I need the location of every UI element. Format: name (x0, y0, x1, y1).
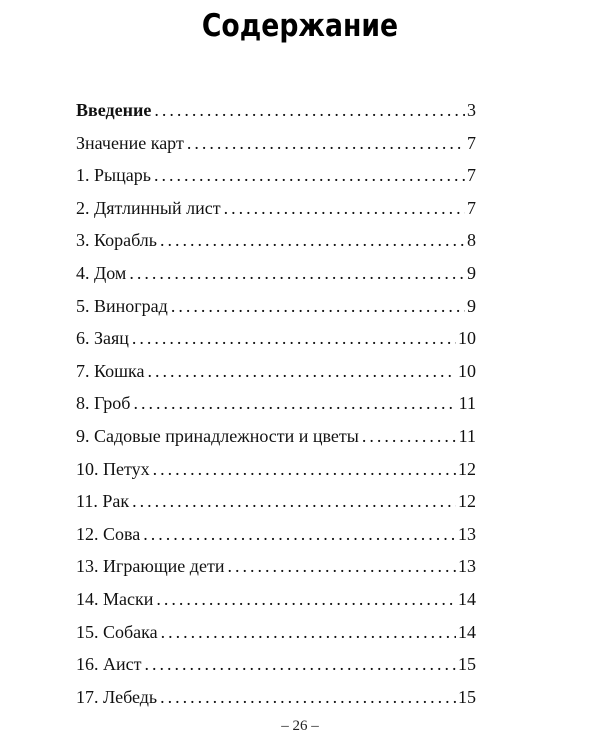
toc-entry-page: 7 (467, 165, 476, 186)
toc-leader-dots (154, 94, 465, 127)
toc-entry[interactable] (76, 648, 476, 681)
toc-entry[interactable] (76, 485, 476, 518)
toc-leader-dots (160, 681, 456, 714)
toc-entry-label: Значение карт (76, 132, 184, 153)
toc-leader-dots (129, 257, 465, 290)
toc-entry-page: 13 (458, 556, 476, 577)
toc-entry[interactable] (76, 224, 476, 257)
toc-entry-label: 1. Рыцарь (76, 165, 151, 186)
toc-entry[interactable] (76, 355, 476, 388)
toc-entry[interactable] (76, 192, 476, 225)
toc-leader-dots (153, 453, 456, 486)
toc-leader-dots (187, 127, 465, 160)
toc-entry-page: 12 (458, 491, 476, 512)
toc-entry[interactable] (76, 322, 476, 355)
toc-leader-dots (161, 616, 456, 649)
toc-entry-page: 3 (467, 100, 476, 120)
toc-entry-introduction[interactable] (76, 94, 476, 127)
toc-entry[interactable] (76, 387, 476, 420)
toc-entry-page: 15 (458, 654, 476, 675)
toc-entry-page: 9 (467, 295, 476, 316)
toc-entry-label: 9. Садовые принадлежности и цветы (76, 425, 359, 446)
toc-entry-label: 3. Корабль (76, 230, 157, 251)
toc-entry[interactable] (76, 681, 476, 714)
toc-leader-dots (154, 159, 465, 192)
toc-entry[interactable] (76, 127, 476, 160)
toc-entry[interactable] (76, 518, 476, 551)
toc-entry-label: 16. Аист (76, 654, 142, 675)
toc-leader-dots (160, 224, 465, 257)
toc-leader-dots (156, 583, 456, 616)
toc-leader-dots (132, 322, 456, 355)
toc-entry-label: 4. Дом (76, 262, 127, 283)
page-number: – 26 – (281, 718, 319, 734)
toc-leader-dots (224, 192, 465, 225)
toc-entry[interactable] (76, 550, 476, 583)
toc-entry-page: 8 (467, 230, 476, 251)
toc-entry[interactable] (76, 453, 476, 486)
toc-entry-page: 14 (458, 621, 476, 642)
toc-entry-label: 7. Кошка (76, 360, 145, 381)
toc-entry-page: 9 (467, 262, 476, 283)
toc-entry-label: 11. Рак (76, 491, 130, 512)
toc-leader-dots (227, 550, 456, 583)
toc-entry-page: 10 (458, 360, 476, 381)
toc-entry-page: 7 (467, 132, 476, 153)
toc-entry[interactable] (76, 616, 476, 649)
toc-entry-label: 13. Играющие дети (76, 556, 225, 577)
toc-entry-page: 13 (458, 523, 476, 544)
toc-entry-label: 5. Виноград (76, 295, 168, 316)
toc-leader-dots (145, 648, 457, 681)
toc-entry[interactable] (76, 583, 476, 616)
toc-entry-page: 12 (458, 458, 476, 479)
page-title: Содержание (201, 8, 399, 44)
toc-entry-page: 10 (458, 328, 476, 349)
toc-entry-page: 14 (458, 588, 476, 609)
toc-leader-dots (147, 355, 456, 388)
toc-leader-dots (143, 518, 456, 551)
toc-entry-label: 8. Гроб (76, 393, 131, 414)
toc-entry-label: 17. Лебедь (76, 686, 158, 707)
toc-entry-label: 6. Заяц (76, 328, 129, 349)
toc-entry-label: 14. Маски (76, 588, 154, 609)
toc-entry-page: 15 (458, 686, 476, 707)
toc-entry-label: Введение (76, 100, 152, 120)
toc-entry-label: 12. Сова (76, 523, 141, 544)
toc-entry-page: 11 (458, 393, 476, 414)
toc-leader-dots (171, 290, 465, 323)
toc-entry-label: 2. Дятлинный лист (76, 197, 221, 218)
toc-leader-dots (132, 485, 456, 518)
toc-entry-page: 7 (467, 197, 476, 218)
toc-entry[interactable] (76, 420, 476, 453)
toc-entry[interactable] (76, 159, 476, 192)
toc-entry[interactable] (76, 290, 476, 323)
toc-leader-dots (362, 420, 457, 453)
toc-entry-label: 15. Собака (76, 621, 158, 642)
toc-entry-label: 10. Петух (76, 458, 150, 479)
toc-leader-dots (133, 387, 456, 420)
toc-entry-page: 11 (458, 425, 476, 446)
toc-entry[interactable] (76, 257, 476, 290)
table-of-contents (76, 94, 476, 713)
